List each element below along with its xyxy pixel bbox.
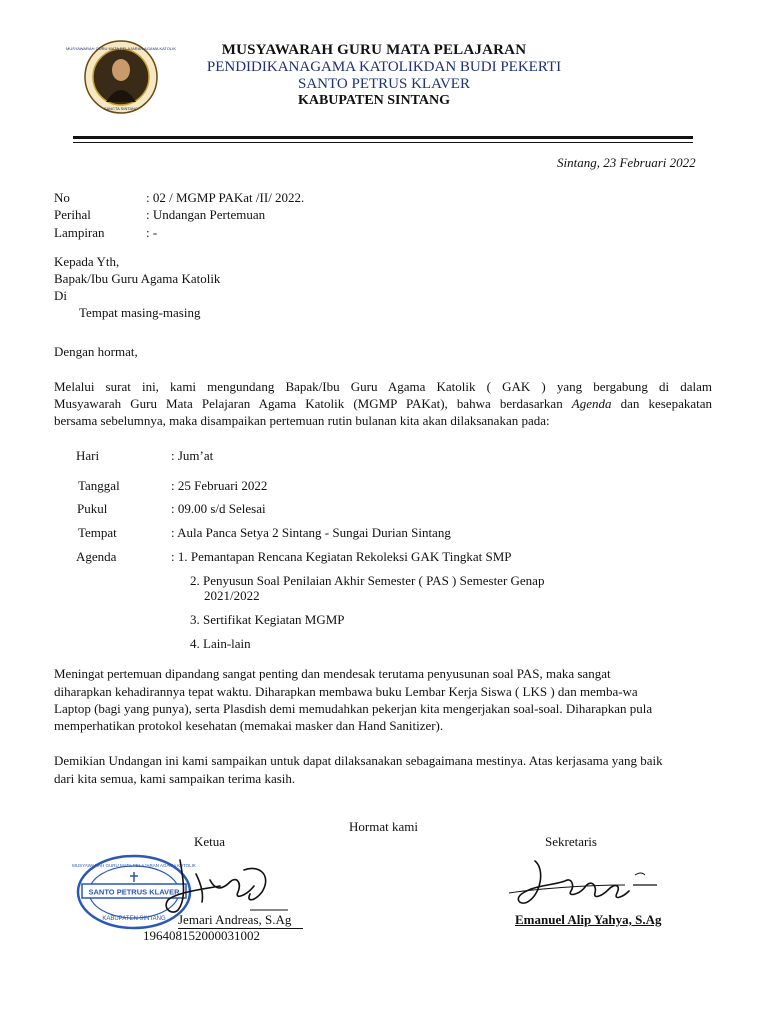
ketua-name: Jemari Andreas, S.Ag bbox=[178, 912, 303, 929]
stamp-bottom-text: KABUPATEN SINTANG bbox=[102, 916, 166, 922]
intro-line3: bersama sebelumnya, maka disampaikan pertemuan rutin bulanan kita akan dilaksanakan pada: bbox=[54, 413, 550, 428]
intro-line2 bbox=[54, 395, 712, 412]
sekretaris-signature bbox=[505, 855, 665, 910]
perihal-value: : Undangan Pertemuan bbox=[146, 207, 266, 222]
body2-line1: Meningat pertemuan dipandang sangat penting dan mendesak terutama penyusunan soal PAS, maka sangat bbox=[54, 666, 611, 681]
lampiran-label: Lampiran bbox=[54, 225, 105, 240]
agenda-item-1: : 1. Pemantapan Rencana Kegiatan Rekoleksi GAK Tingkat SMP bbox=[171, 549, 512, 564]
body2-line3: Laptop (bagi yang punya), serta Plasdish demi memudahkan pekerjan kita mengerjakan soal-soal. Diharapkan pula bbox=[54, 701, 653, 716]
stamp-top-text: MUSYAWARAH GURU MATA PELAJARAN AGAMA KATOLIK bbox=[72, 863, 196, 868]
stamp-middle-text: SANTO PETRUS KLAVER bbox=[88, 887, 180, 897]
header-org-line4: KABUPATEN SINTANG bbox=[297, 93, 451, 108]
ketua-nip: 196408152000031002 bbox=[143, 928, 260, 943]
agenda-item-2: 2. Penyusun Soal Penilaian Akhir Semester ( PAS ) Semester Genap bbox=[190, 573, 545, 588]
recipient-line1: Kepada Yth, bbox=[54, 254, 120, 269]
tempat-value: : Aula Panca Setya 2 Sintang - Sungai Durian Sintang bbox=[171, 525, 451, 540]
no-label: No bbox=[54, 190, 70, 205]
hari-value: : Jum’at bbox=[171, 448, 214, 463]
lampiran-value: : - bbox=[146, 225, 158, 240]
closing-line1: Demikian Undangan ini kami sampaikan untuk dapat dilaksanakan sebagaimana mestinya. Atas kerjasama yang baik bbox=[54, 753, 663, 768]
agenda-item-4: 4. Lain-lain bbox=[190, 636, 251, 651]
intro-line1: Melalui surat ini, kami mengundang Bapak/Ibu Guru Agama Katolik ( GAK ) yang bergabung di dalam bbox=[54, 379, 712, 394]
no-value: : 02 / MGMP PAKat /II/ 2022. bbox=[146, 190, 305, 205]
letter-date: Sintang, 23 Februari 2022 bbox=[557, 155, 696, 170]
agenda-item-2-cont: 2021/2022 bbox=[204, 588, 260, 603]
agenda-item-3: 3. Sertifikat Kegiatan MGMP bbox=[190, 612, 345, 627]
body2-line2: diharapkan kehadirannya tepat waktu. Diharapkan membawa buku Lembar Kerja Siswa ( LKS ) dan memba-wa bbox=[54, 684, 638, 699]
ketua-title: Ketua bbox=[194, 834, 226, 849]
greeting: Dengan hormat, bbox=[54, 344, 138, 359]
header-divider-thick bbox=[73, 136, 693, 139]
header-org-line3: SANTO PETRUS KLAVER bbox=[298, 76, 470, 92]
pukul-label: Pukul bbox=[77, 501, 108, 516]
intro-line2-b: dan kesepakatan bbox=[611, 396, 712, 411]
tanggal-value: : 25 Februari 2022 bbox=[171, 478, 268, 493]
intro-line2-a: Musyawarah Guru Mata Pelajaran Agama Katolik (MGMP PAKat), bahwa berdasarkan bbox=[54, 396, 572, 411]
perihal-label: Perihal bbox=[54, 207, 91, 222]
recipient-line2: Bapak/Ibu Guru Agama Katolik bbox=[54, 271, 221, 286]
intro-line2-em: Agenda bbox=[571, 396, 612, 411]
closing-line2: dari kita semua, kami sampaikan terima kasih. bbox=[54, 771, 296, 786]
recipient-line3: Di bbox=[54, 288, 67, 303]
sekretaris-name: Emanuel Alip Yahya, S.Ag bbox=[515, 912, 662, 927]
hormat-kami: Hormat kami bbox=[349, 819, 418, 834]
body2-line4: memperhatikan protokol kesehatan (memakai masker dan Hand Sanitizer). bbox=[54, 718, 444, 733]
logo-motto: SANCTA SINTANG bbox=[103, 106, 139, 111]
header-org-line2: PENDIDIKANAGAMA KATOLIKDAN BUDI PEKERTI bbox=[206, 59, 562, 75]
ketua-signature bbox=[150, 852, 290, 916]
header-divider-thin bbox=[73, 142, 693, 143]
hari-label: Hari bbox=[76, 448, 100, 463]
tanggal-label: Tanggal bbox=[78, 478, 120, 493]
recipient-line4: Tempat masing-masing bbox=[79, 305, 201, 320]
header-org-line1: MUSYAWARAH GURU MATA PELAJARAN bbox=[221, 42, 527, 58]
tempat-label: Tempat bbox=[78, 525, 117, 540]
logo-ring-text: MUSYAWARAH GURU MATA PELAJARAN AGAMA KATOLIK bbox=[65, 46, 177, 51]
agenda-label: Agenda bbox=[76, 549, 117, 564]
sekretaris-title: Sekretaris bbox=[545, 834, 597, 849]
pukul-value: : 09.00 s/d Selesai bbox=[171, 501, 266, 516]
